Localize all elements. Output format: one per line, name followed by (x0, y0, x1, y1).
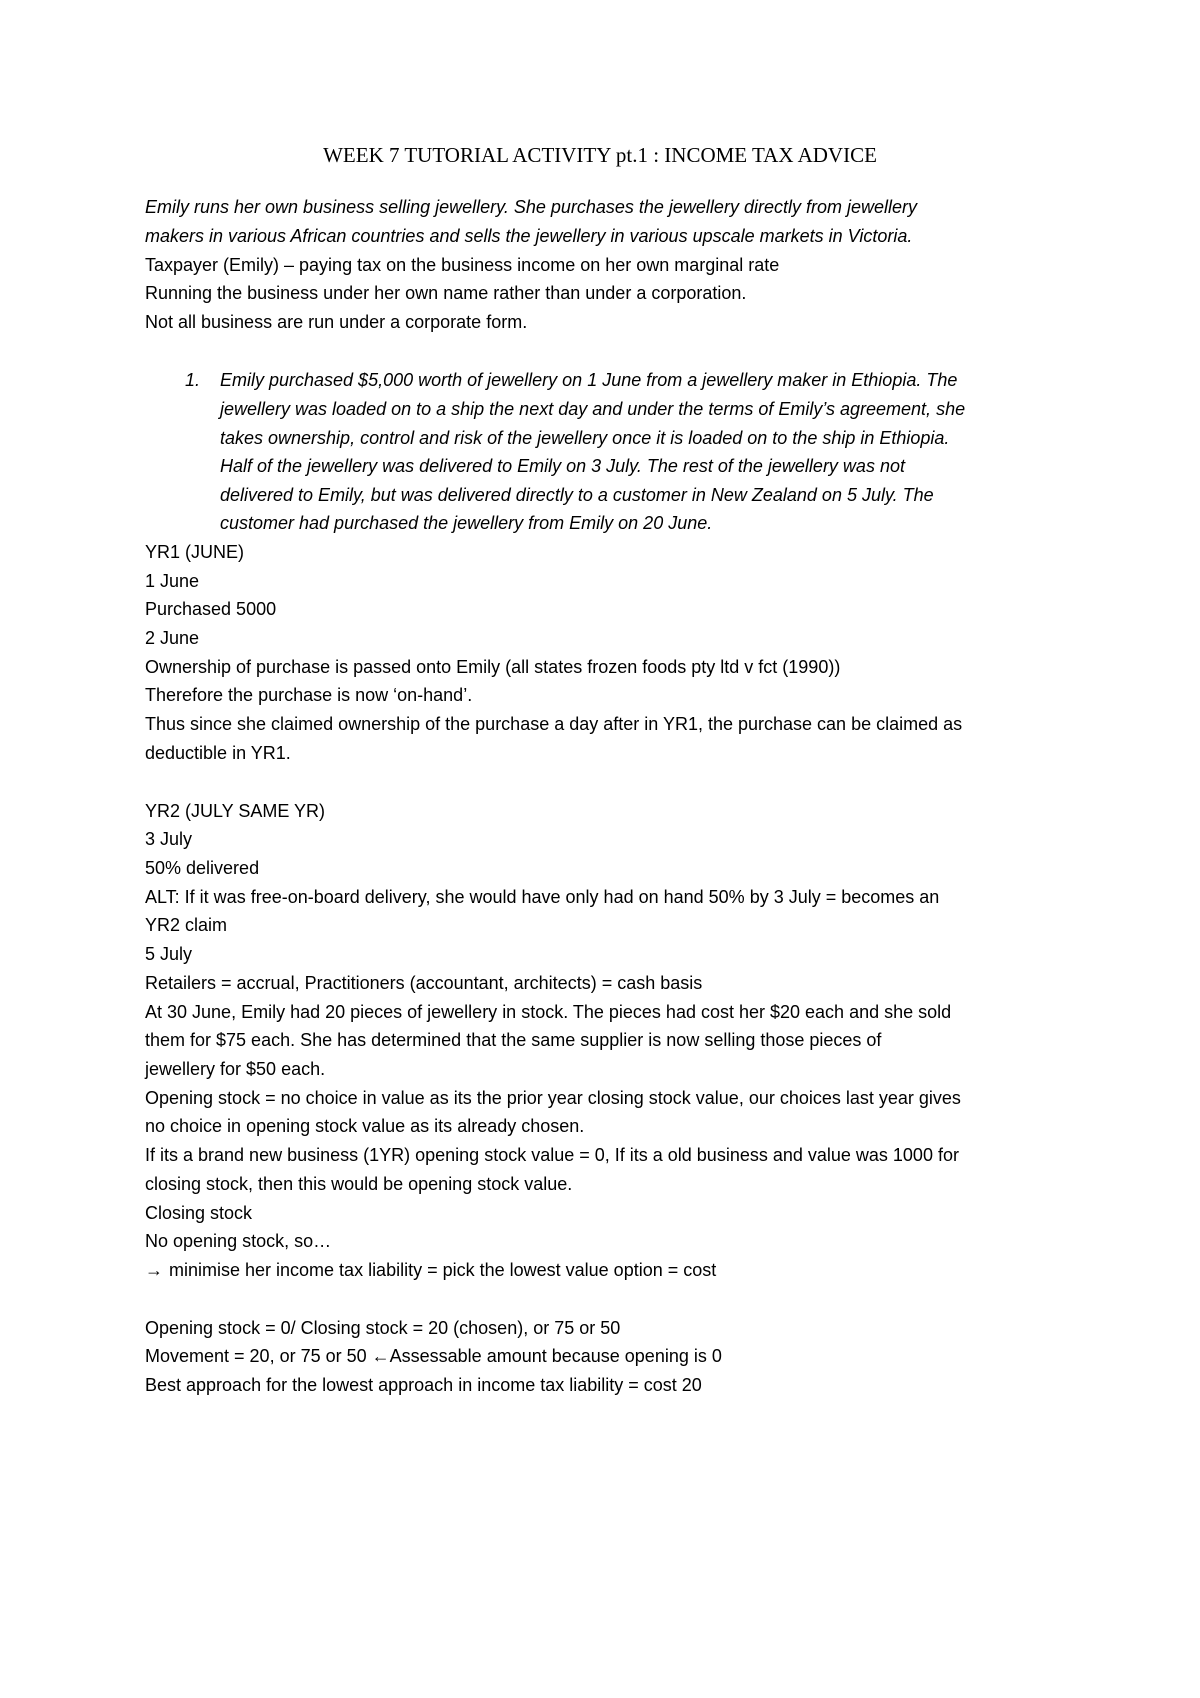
arrow-line-text: minimise her income tax liability = pick the lowest value option = cost (169, 1260, 717, 1280)
yr1-line: Ownership of purchase is passed onto Emily (all states frozen foods pty ltd v fct (1990)) (145, 657, 841, 677)
question-line: takes ownership, control and risk of the jewellery once it is loaded on to the ship in Ethiopia. (220, 428, 950, 448)
note-line: Not all business are run under a corporate form. (145, 312, 528, 332)
yr2-line: jewellery for $50 each. (145, 1059, 326, 1079)
yr1-heading: YR1 (JUNE) (145, 542, 245, 562)
summary-text: Assessable amount because opening is 0 (389, 1346, 722, 1366)
yr2-line: YR2 claim (145, 915, 228, 935)
yr2-line: them for $75 each. She has determined that the same supplier is now selling those pieces of (145, 1030, 882, 1050)
yr1-line: Purchased 5000 (145, 599, 277, 619)
question-line: customer had purchased the jewellery from Emily on 20 June. (220, 513, 713, 533)
yr2-line: closing stock, then this would be opening stock value. (145, 1174, 573, 1194)
yr2-line: Retailers = accrual, Practitioners (accountant, architects) = cash basis (145, 973, 703, 993)
yr2-line: At 30 June, Emily had 20 pieces of jewellery in stock. The pieces had cost her $20 each and she sold (145, 1002, 952, 1022)
intro-line: makers in various African countries and sells the jewellery in various upscale markets in Victoria. (145, 226, 913, 246)
yr2-line: 5 July (145, 944, 193, 964)
summary-line (145, 1347, 722, 1365)
summary-text: Movement = 20, or 75 or 50 (145, 1346, 372, 1366)
question-number: 1. (185, 370, 201, 390)
yr1-line: 2 June (145, 628, 200, 648)
note-line: Taxpayer (Emily) – paying tax on the business income on her own marginal rate (145, 255, 780, 275)
note-line: Running the business under her own name rather than under a corporation. (145, 283, 747, 303)
yr1-line: Thus since she claimed ownership of the purchase a day after in YR1, the purchase can be claimed as (145, 714, 963, 734)
right-arrow-icon: → (145, 1260, 163, 1280)
question-line: jewellery was loaded on to a ship the next day and under the terms of Emily’s agreement, she (220, 399, 966, 419)
yr1-line: Therefore the purchase is now ‘on-hand’. (145, 685, 473, 705)
document-title: WEEK 7 TUTORIAL ACTIVITY pt.1 : INCOME TAX ADVICE (323, 143, 877, 167)
yr2-line: 50% delivered (145, 858, 260, 878)
yr2-line: no choice in opening stock value as its already chosen. (145, 1116, 585, 1136)
arrow-line (145, 1261, 716, 1279)
yr1-line: deductible in YR1. (145, 743, 291, 763)
yr2-heading: YR2 (JULY SAME YR) (145, 801, 326, 821)
yr2-line: If its a brand new business (1YR) opening stock value = 0, If its a old business and value was 1000 for (145, 1145, 959, 1165)
yr2-line: Closing stock (145, 1203, 253, 1223)
yr2-line: 3 July (145, 829, 193, 849)
left-arrow-icon: ← (371, 1346, 390, 1366)
yr2-line: Opening stock = no choice in value as its the prior year closing stock value, our choices last year gives (145, 1088, 961, 1108)
question-line: delivered to Emily, but was delivered directly to a customer in New Zealand on 5 July. The (220, 485, 934, 505)
question-line: Half of the jewellery was delivered to Emily on 3 July. The rest of the jewellery was not (220, 456, 905, 476)
question-line: Emily purchased $5,000 worth of jewellery on 1 June from a jewellery maker in Ethiopia. The (220, 370, 958, 390)
summary-line: Best approach for the lowest approach in income tax liability = cost 20 (145, 1375, 702, 1395)
summary-line: Opening stock = 0/ Closing stock = 20 (chosen), or 75 or 50 (145, 1318, 621, 1338)
yr1-line: 1 June (145, 571, 200, 591)
intro-line: Emily runs her own business selling jewellery. She purchases the jewellery directly from jewellery (145, 197, 917, 217)
yr2-line: No opening stock, so… (145, 1231, 332, 1251)
yr2-line: ALT: If it was free-on-board delivery, she would have only had on hand 50% by 3 July = becomes an (145, 887, 940, 907)
